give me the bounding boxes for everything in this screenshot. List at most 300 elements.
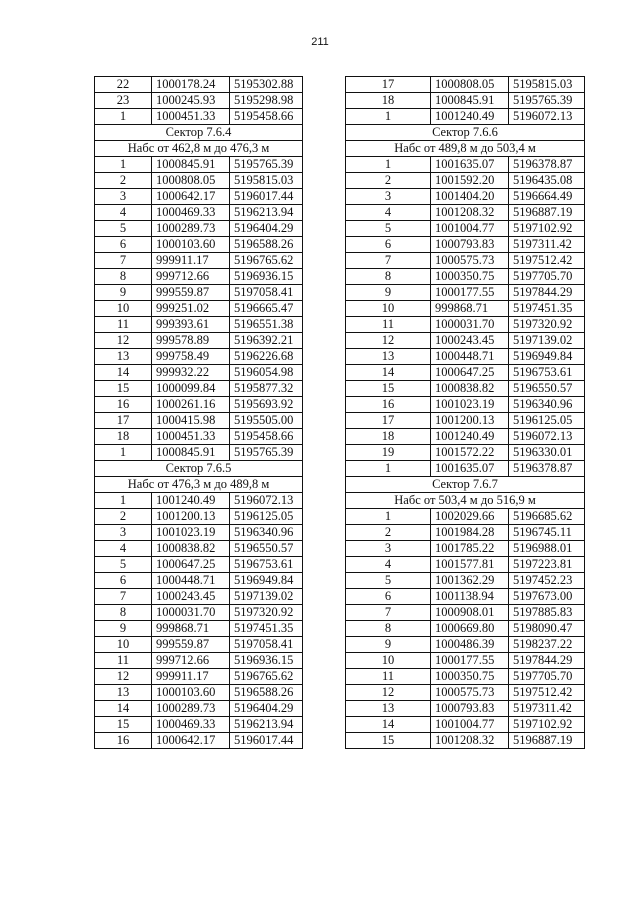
table-row [95, 493, 303, 509]
table-row [95, 93, 303, 109]
table-row [95, 733, 303, 749]
y-coordinate-cell: 5197844.29 [509, 285, 585, 301]
y-coordinate-cell: 5195302.88 [230, 77, 303, 93]
point-number-cell: 9 [95, 621, 152, 637]
y-coordinate-cell: 5196887.19 [509, 205, 585, 221]
table-row [95, 253, 303, 269]
point-number-cell: 1 [346, 157, 431, 173]
x-coordinate-cell: 999712.66 [152, 269, 230, 285]
x-coordinate-cell: 1001592.20 [431, 173, 509, 189]
y-coordinate-cell: 5196665.47 [230, 301, 303, 317]
y-coordinate-cell: 5196017.44 [230, 189, 303, 205]
y-coordinate-cell: 5197139.02 [509, 333, 585, 349]
table-row [95, 557, 303, 573]
point-number-cell: 9 [346, 285, 431, 301]
table-row [95, 685, 303, 701]
table-row [346, 621, 585, 637]
y-coordinate-cell: 5197512.42 [509, 685, 585, 701]
y-coordinate-cell: 5195458.66 [230, 429, 303, 445]
point-number-cell: 16 [95, 733, 152, 749]
y-coordinate-cell: 5196550.57 [230, 541, 303, 557]
y-coordinate-cell: 5196125.05 [509, 413, 585, 429]
y-coordinate-cell: 5198237.22 [509, 637, 585, 653]
x-coordinate-cell: 1000350.75 [431, 669, 509, 685]
x-coordinate-cell: 1000178.24 [152, 77, 230, 93]
table-row [346, 381, 585, 397]
table-row [346, 669, 585, 685]
y-coordinate-cell: 5196213.94 [230, 717, 303, 733]
table-row [95, 525, 303, 541]
y-coordinate-cell: 5196378.87 [509, 461, 585, 477]
point-number-cell: 3 [346, 189, 431, 205]
y-coordinate-cell: 5195693.92 [230, 397, 303, 413]
table-row [95, 205, 303, 221]
point-number-cell: 8 [346, 621, 431, 637]
x-coordinate-cell: 1000448.71 [152, 573, 230, 589]
table-row [346, 269, 585, 285]
x-coordinate-cell: 1000642.17 [152, 733, 230, 749]
x-coordinate-cell: 1001362.29 [431, 573, 509, 589]
point-number-cell: 18 [95, 429, 152, 445]
point-number-cell: 2 [95, 509, 152, 525]
table-row [95, 189, 303, 205]
x-coordinate-cell: 1000669.80 [431, 621, 509, 637]
x-coordinate-cell: 1001984.28 [431, 525, 509, 541]
table-row [346, 573, 585, 589]
table-row [95, 445, 303, 461]
x-coordinate-cell: 1000261.16 [152, 397, 230, 413]
point-number-cell: 14 [95, 365, 152, 381]
table-row [346, 157, 585, 173]
x-coordinate-cell: 999251.02 [152, 301, 230, 317]
table-row [346, 445, 585, 461]
x-coordinate-cell: 1000177.55 [431, 653, 509, 669]
point-number-cell: 1 [346, 109, 431, 125]
x-coordinate-cell: 1000575.73 [431, 253, 509, 269]
table-row [346, 317, 585, 333]
y-coordinate-cell: 5196213.94 [230, 205, 303, 221]
x-coordinate-cell: 1000448.71 [431, 349, 509, 365]
y-coordinate-cell: 5197451.35 [509, 301, 585, 317]
table-row [95, 173, 303, 189]
table-row [346, 333, 585, 349]
table-row [346, 557, 585, 573]
y-coordinate-cell: 5196753.61 [230, 557, 303, 573]
x-coordinate-cell: 1001635.07 [431, 461, 509, 477]
table-row [95, 653, 303, 669]
y-coordinate-cell: 5196340.96 [230, 525, 303, 541]
y-coordinate-cell: 5197452.23 [509, 573, 585, 589]
y-coordinate-cell: 5197139.02 [230, 589, 303, 605]
x-coordinate-cell: 1000793.83 [431, 237, 509, 253]
y-coordinate-cell: 5195877.32 [230, 381, 303, 397]
point-number-cell: 15 [346, 381, 431, 397]
x-coordinate-cell: 999868.71 [431, 301, 509, 317]
table-row [346, 717, 585, 733]
x-coordinate-cell: 1001023.19 [431, 397, 509, 413]
y-coordinate-cell: 5197058.41 [230, 285, 303, 301]
x-coordinate-cell: 1000845.91 [152, 157, 230, 173]
point-number-cell: 18 [346, 93, 431, 109]
y-coordinate-cell: 5197512.42 [509, 253, 585, 269]
table-row [346, 429, 585, 445]
table-row [346, 285, 585, 301]
point-number-cell: 16 [346, 397, 431, 413]
x-coordinate-cell: 1001240.49 [431, 109, 509, 125]
table-row [346, 205, 585, 221]
x-coordinate-cell: 1001200.13 [152, 509, 230, 525]
point-number-cell: 14 [346, 365, 431, 381]
table-row [95, 429, 303, 445]
y-coordinate-cell: 5196550.57 [509, 381, 585, 397]
point-number-cell: 8 [95, 605, 152, 621]
point-number-cell: 5 [95, 221, 152, 237]
y-coordinate-cell: 5197311.42 [509, 237, 585, 253]
sector-header-row [346, 493, 585, 509]
table-row [346, 541, 585, 557]
table-row [346, 685, 585, 701]
x-coordinate-cell: 1000031.70 [152, 605, 230, 621]
y-coordinate-cell: 5196588.26 [230, 237, 303, 253]
y-coordinate-cell: 5196392.21 [230, 333, 303, 349]
point-number-cell: 7 [95, 589, 152, 605]
sector-header-row [95, 141, 303, 157]
x-coordinate-cell: 1000908.01 [431, 605, 509, 621]
y-coordinate-cell: 5196936.15 [230, 653, 303, 669]
point-number-cell: 8 [95, 269, 152, 285]
x-coordinate-cell: 1000451.33 [152, 429, 230, 445]
right-table-body [346, 77, 585, 749]
x-coordinate-cell: 1001138.94 [431, 589, 509, 605]
point-number-cell: 7 [346, 253, 431, 269]
y-coordinate-cell: 5196435.08 [509, 173, 585, 189]
x-coordinate-cell: 1001785.22 [431, 541, 509, 557]
table-row [346, 733, 585, 749]
y-coordinate-cell: 5197058.41 [230, 637, 303, 653]
point-number-cell: 3 [346, 541, 431, 557]
y-coordinate-cell: 5197311.42 [509, 701, 585, 717]
point-number-cell: 12 [95, 669, 152, 685]
y-coordinate-cell: 5196664.49 [509, 189, 585, 205]
x-coordinate-cell: 1000575.73 [431, 685, 509, 701]
sector-header-text: Сектор 7.6.6 [346, 125, 585, 141]
point-number-cell: 23 [95, 93, 152, 109]
table-row [95, 317, 303, 333]
y-coordinate-cell: 5196072.13 [509, 429, 585, 445]
point-number-cell: 15 [346, 733, 431, 749]
x-coordinate-cell: 999712.66 [152, 653, 230, 669]
x-coordinate-cell: 1000469.33 [152, 205, 230, 221]
point-number-cell: 13 [346, 349, 431, 365]
point-number-cell: 13 [95, 349, 152, 365]
x-coordinate-cell: 1000808.05 [152, 173, 230, 189]
table-row [346, 525, 585, 541]
table-row [95, 669, 303, 685]
table-row [346, 589, 585, 605]
table-row [346, 77, 585, 93]
y-coordinate-cell: 5197320.92 [509, 317, 585, 333]
sector-header-text: Набс от 462,8 м до 476,3 м [95, 141, 303, 157]
point-number-cell: 5 [346, 573, 431, 589]
x-coordinate-cell: 1000808.05 [431, 77, 509, 93]
x-coordinate-cell: 1000243.45 [152, 589, 230, 605]
x-coordinate-cell: 1000415.98 [152, 413, 230, 429]
x-coordinate-cell: 1001200.13 [431, 413, 509, 429]
point-number-cell: 1 [95, 157, 152, 173]
table-row [346, 653, 585, 669]
y-coordinate-cell: 5196125.05 [230, 509, 303, 525]
y-coordinate-cell: 5197320.92 [230, 605, 303, 621]
x-coordinate-cell: 1000451.33 [152, 109, 230, 125]
point-number-cell: 2 [346, 525, 431, 541]
point-number-cell: 9 [95, 285, 152, 301]
x-coordinate-cell: 1000031.70 [431, 317, 509, 333]
left-coordinates-table [94, 76, 303, 749]
x-coordinate-cell: 1000289.73 [152, 701, 230, 717]
y-coordinate-cell: 5196753.61 [509, 365, 585, 381]
x-coordinate-cell: 1000838.82 [152, 541, 230, 557]
x-coordinate-cell: 1000103.60 [152, 237, 230, 253]
sector-header-row [346, 125, 585, 141]
point-number-cell: 8 [346, 269, 431, 285]
y-coordinate-cell: 5196588.26 [230, 685, 303, 701]
x-coordinate-cell: 1001577.81 [431, 557, 509, 573]
x-coordinate-cell: 1001208.32 [431, 205, 509, 221]
point-number-cell: 14 [346, 717, 431, 733]
left-table-body [95, 77, 303, 749]
y-coordinate-cell: 5195815.03 [509, 77, 585, 93]
y-coordinate-cell: 5197102.92 [509, 221, 585, 237]
table-row [95, 381, 303, 397]
y-coordinate-cell: 5196765.62 [230, 669, 303, 685]
x-coordinate-cell: 1000647.25 [431, 365, 509, 381]
table-row [95, 109, 303, 125]
point-number-cell: 2 [95, 173, 152, 189]
table-row [95, 333, 303, 349]
table-row [95, 509, 303, 525]
y-coordinate-cell: 5197451.35 [230, 621, 303, 637]
y-coordinate-cell: 5197223.81 [509, 557, 585, 573]
table-row [346, 461, 585, 477]
point-number-cell: 11 [346, 669, 431, 685]
point-number-cell: 15 [95, 717, 152, 733]
y-coordinate-cell: 5196988.01 [509, 541, 585, 557]
point-number-cell: 17 [95, 413, 152, 429]
point-number-cell: 10 [346, 653, 431, 669]
x-coordinate-cell: 1000642.17 [152, 189, 230, 205]
table-row [95, 573, 303, 589]
table-row [346, 93, 585, 109]
sector-header-text: Сектор 7.6.7 [346, 477, 585, 493]
x-coordinate-cell: 999578.89 [152, 333, 230, 349]
point-number-cell: 10 [346, 301, 431, 317]
y-coordinate-cell: 5196936.15 [230, 269, 303, 285]
sector-header-row [346, 477, 585, 493]
x-coordinate-cell: 1002029.66 [431, 509, 509, 525]
point-number-cell: 6 [346, 237, 431, 253]
x-coordinate-cell: 1001004.77 [431, 717, 509, 733]
table-row [95, 589, 303, 605]
x-coordinate-cell: 999932.22 [152, 365, 230, 381]
table-row [346, 301, 585, 317]
x-coordinate-cell: 1000486.39 [431, 637, 509, 653]
point-number-cell: 7 [95, 253, 152, 269]
x-coordinate-cell: 999559.87 [152, 637, 230, 653]
table-row [95, 701, 303, 717]
page-number: 211 [311, 36, 329, 48]
table-row [95, 397, 303, 413]
table-row [346, 637, 585, 653]
y-coordinate-cell: 5195458.66 [230, 109, 303, 125]
point-number-cell: 1 [346, 509, 431, 525]
point-number-cell: 6 [95, 573, 152, 589]
y-coordinate-cell: 5196340.96 [509, 397, 585, 413]
sector-header-row [95, 477, 303, 493]
y-coordinate-cell: 5196054.98 [230, 365, 303, 381]
y-coordinate-cell: 5196017.44 [230, 733, 303, 749]
y-coordinate-cell: 5195765.39 [230, 445, 303, 461]
y-coordinate-cell: 5197673.00 [509, 589, 585, 605]
table-row [95, 605, 303, 621]
y-coordinate-cell: 5196887.19 [509, 733, 585, 749]
point-number-cell: 13 [95, 685, 152, 701]
y-coordinate-cell: 5195815.03 [230, 173, 303, 189]
point-number-cell: 13 [346, 701, 431, 717]
x-coordinate-cell: 1000099.84 [152, 381, 230, 397]
y-coordinate-cell: 5197102.92 [509, 717, 585, 733]
table-row [346, 221, 585, 237]
table-row [95, 269, 303, 285]
point-number-cell: 4 [346, 205, 431, 221]
point-number-cell: 11 [95, 653, 152, 669]
x-coordinate-cell: 1000243.45 [431, 333, 509, 349]
point-number-cell: 15 [95, 381, 152, 397]
table-row [346, 605, 585, 621]
x-coordinate-cell: 1000177.55 [431, 285, 509, 301]
table-row [95, 349, 303, 365]
point-number-cell: 2 [346, 173, 431, 189]
right-coordinates-table [345, 76, 585, 749]
point-number-cell: 10 [95, 301, 152, 317]
x-coordinate-cell: 1000793.83 [431, 701, 509, 717]
x-coordinate-cell: 999868.71 [152, 621, 230, 637]
table-row [95, 285, 303, 301]
table-row [346, 509, 585, 525]
x-coordinate-cell: 1001208.32 [431, 733, 509, 749]
point-number-cell: 10 [95, 637, 152, 653]
point-number-cell: 4 [95, 205, 152, 221]
table-row [346, 189, 585, 205]
y-coordinate-cell: 5196226.68 [230, 349, 303, 365]
y-coordinate-cell: 5196404.29 [230, 701, 303, 717]
sector-header-text: Набс от 476,3 м до 489,8 м [95, 477, 303, 493]
y-coordinate-cell: 5198090.47 [509, 621, 585, 637]
sector-header-text: Сектор 7.6.4 [95, 125, 303, 141]
point-number-cell: 7 [346, 605, 431, 621]
x-coordinate-cell: 999758.49 [152, 349, 230, 365]
y-coordinate-cell: 5196949.84 [509, 349, 585, 365]
y-coordinate-cell: 5195505.00 [230, 413, 303, 429]
y-coordinate-cell: 5196404.29 [230, 221, 303, 237]
y-coordinate-cell: 5196745.11 [509, 525, 585, 541]
point-number-cell: 12 [346, 685, 431, 701]
x-coordinate-cell: 1000647.25 [152, 557, 230, 573]
x-coordinate-cell: 1000845.91 [431, 93, 509, 109]
table-row [95, 301, 303, 317]
point-number-cell: 1 [346, 461, 431, 477]
x-coordinate-cell: 1001004.77 [431, 221, 509, 237]
table-row [95, 621, 303, 637]
sector-header-row [346, 141, 585, 157]
y-coordinate-cell: 5195765.39 [509, 93, 585, 109]
y-coordinate-cell: 5196949.84 [230, 573, 303, 589]
table-row [346, 253, 585, 269]
x-coordinate-cell: 1000469.33 [152, 717, 230, 733]
x-coordinate-cell: 1001240.49 [431, 429, 509, 445]
y-coordinate-cell: 5196072.13 [509, 109, 585, 125]
table-row [95, 413, 303, 429]
y-coordinate-cell: 5197705.70 [509, 269, 585, 285]
y-coordinate-cell: 5197705.70 [509, 669, 585, 685]
x-coordinate-cell: 999393.61 [152, 317, 230, 333]
x-coordinate-cell: 1000350.75 [431, 269, 509, 285]
x-coordinate-cell: 1000103.60 [152, 685, 230, 701]
y-coordinate-cell: 5195298.98 [230, 93, 303, 109]
point-number-cell: 6 [95, 237, 152, 253]
point-number-cell: 14 [95, 701, 152, 717]
y-coordinate-cell: 5196072.13 [230, 493, 303, 509]
x-coordinate-cell: 999559.87 [152, 285, 230, 301]
table-row [346, 701, 585, 717]
table-row [95, 637, 303, 653]
point-number-cell: 9 [346, 637, 431, 653]
table-row [95, 365, 303, 381]
point-number-cell: 22 [95, 77, 152, 93]
table-row [346, 397, 585, 413]
x-coordinate-cell: 1001572.22 [431, 445, 509, 461]
point-number-cell: 3 [95, 525, 152, 541]
x-coordinate-cell: 1001404.20 [431, 189, 509, 205]
y-coordinate-cell: 5195765.39 [230, 157, 303, 173]
table-row [95, 77, 303, 93]
table-row [346, 173, 585, 189]
table-row [95, 717, 303, 733]
point-number-cell: 3 [95, 189, 152, 205]
point-number-cell: 12 [346, 333, 431, 349]
point-number-cell: 19 [346, 445, 431, 461]
x-coordinate-cell: 1001240.49 [152, 493, 230, 509]
y-coordinate-cell: 5197844.29 [509, 653, 585, 669]
point-number-cell: 5 [95, 557, 152, 573]
point-number-cell: 4 [346, 557, 431, 573]
point-number-cell: 16 [95, 397, 152, 413]
table-row [346, 365, 585, 381]
table-row [346, 349, 585, 365]
sector-header-row [95, 461, 303, 477]
x-coordinate-cell: 999911.17 [152, 253, 230, 269]
table-row [95, 237, 303, 253]
y-coordinate-cell: 5196378.87 [509, 157, 585, 173]
table-row [95, 221, 303, 237]
table-row [346, 237, 585, 253]
sector-header-text: Сектор 7.6.5 [95, 461, 303, 477]
point-number-cell: 12 [95, 333, 152, 349]
point-number-cell: 17 [346, 77, 431, 93]
x-coordinate-cell: 1000845.91 [152, 445, 230, 461]
sector-header-text: Набс от 503,4 м до 516,9 м [346, 493, 585, 509]
y-coordinate-cell: 5196685.62 [509, 509, 585, 525]
table-row [346, 109, 585, 125]
